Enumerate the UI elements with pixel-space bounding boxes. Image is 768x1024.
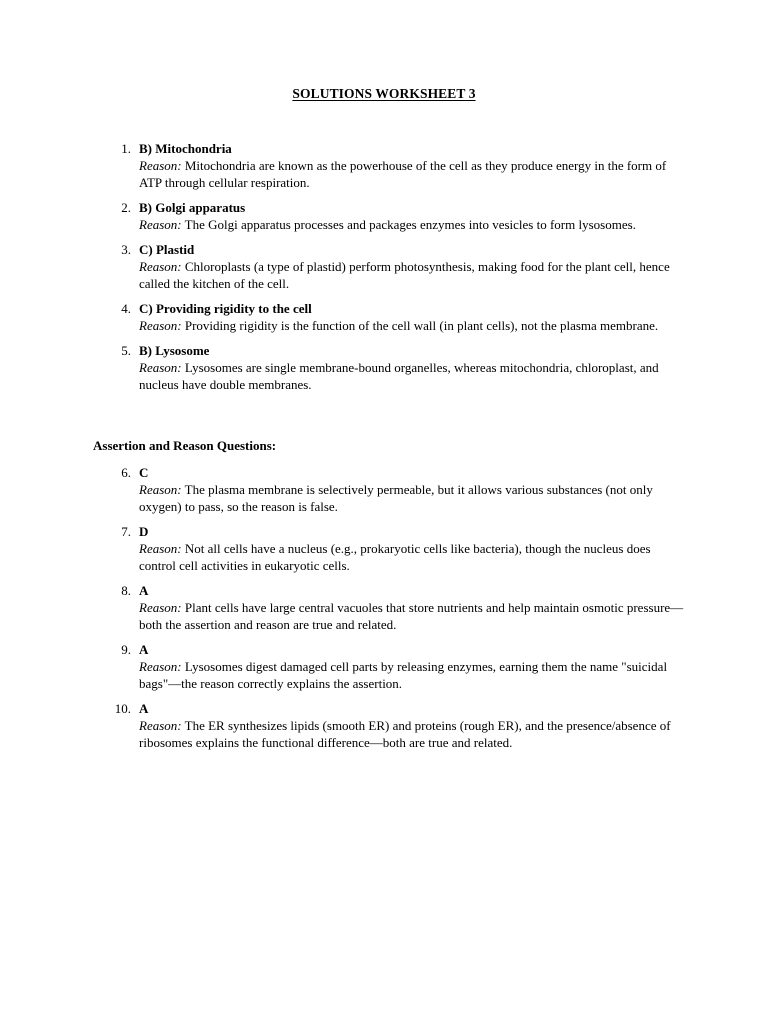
reason-body: The Golgi apparatus processes and packages enzymes into vesicles to form lysosomes.	[184, 217, 636, 232]
answer-text: C	[139, 465, 149, 480]
answer-item	[121, 140, 684, 191]
section-heading: Assertion and Reason Questions:	[93, 438, 277, 453]
reason-label: Reason:	[139, 158, 182, 173]
reason-label: Reason:	[139, 259, 182, 274]
mcq-answer-list	[121, 140, 684, 393]
answer-item	[121, 464, 684, 515]
answer-text: A	[139, 583, 149, 598]
item-number: 5.	[121, 343, 131, 358]
answer-item	[121, 241, 684, 292]
reason-text	[139, 258, 684, 292]
reason-text	[139, 216, 684, 233]
answer-item	[121, 582, 684, 633]
reason-text	[139, 658, 684, 692]
reason-label: Reason:	[139, 318, 182, 333]
item-number: 1.	[121, 141, 131, 156]
reason-label: Reason:	[139, 718, 182, 733]
item-number: 6.	[121, 465, 131, 480]
reason-body: The plasma membrane is selectively permeable, but it allows various substances (not only oxygen) to pass, so the reason is false.	[139, 482, 653, 514]
reason-body: Chloroplasts (a type of plastid) perform photosynthesis, making food for the plant cell, hence called the kitchen of the cell.	[139, 259, 670, 291]
answer-item	[121, 641, 684, 692]
reason-body: Plant cells have large central vacuoles that store nutrients and help maintain osmotic pressure—both the assertion and reason are true and related.	[139, 600, 684, 632]
reason-body: Lysosomes digest damaged cell parts by releasing enzymes, earning them the name "suicidal bags"—the reason correctly explains the assertion.	[139, 659, 668, 691]
answer-text: A	[139, 642, 149, 657]
item-number: 9.	[121, 642, 131, 657]
answer-item	[121, 300, 684, 334]
reason-text	[139, 599, 684, 633]
reason-text	[139, 717, 684, 751]
item-number: 8.	[121, 583, 131, 598]
reason-label: Reason:	[139, 600, 182, 615]
reason-text	[139, 540, 684, 574]
reason-text	[139, 157, 684, 191]
answer-text: C) Providing rigidity to the cell	[139, 301, 312, 316]
item-number: 10.	[114, 701, 131, 716]
reason-body: Mitochondria are known as the powerhouse of the cell as they produce energy in the form of ATP through cellular respiration.	[139, 158, 667, 190]
answer-text: B) Mitochondria	[139, 141, 232, 156]
item-number: 2.	[121, 200, 131, 215]
reason-body: Lysosomes are single membrane-bound organelles, whereas mitochondria, chloroplast, and nucleus have double membranes.	[139, 360, 659, 392]
reason-label: Reason:	[139, 541, 182, 556]
answer-text: B) Golgi apparatus	[139, 200, 246, 215]
reason-text	[139, 481, 684, 515]
reason-body: Providing rigidity is the function of the cell wall (in plant cells), not the plasma membrane.	[184, 318, 659, 333]
reason-body: The ER synthesizes lipids (smooth ER) and proteins (rough ER), and the presence/absence of ribosomes explains the functional difference—both are true and related.	[139, 718, 671, 750]
reason-body: Not all cells have a nucleus (e.g., prokaryotic cells like bacteria), though the nucleus does control cell activities in eukaryotic cells.	[139, 541, 651, 573]
reason-text	[139, 359, 684, 393]
answer-text: D	[139, 524, 149, 539]
page-title: SOLUTIONS WORKSHEET 3	[292, 86, 476, 101]
reason-label: Reason:	[139, 659, 182, 674]
reason-label: Reason:	[139, 482, 182, 497]
item-number: 3.	[121, 242, 131, 257]
answer-item	[121, 342, 684, 393]
answer-text: B) Lysosome	[139, 343, 210, 358]
reason-label: Reason:	[139, 360, 182, 375]
answer-item	[121, 199, 684, 233]
item-number: 4.	[121, 301, 131, 316]
assertion-answer-list	[114, 464, 684, 751]
reason-text	[139, 317, 684, 334]
answer-text: A	[139, 701, 149, 716]
answer-item	[121, 523, 684, 574]
reason-label: Reason:	[139, 217, 182, 232]
item-number: 7.	[121, 524, 131, 539]
answer-text: C) Plastid	[139, 242, 195, 257]
answer-item	[114, 700, 684, 751]
